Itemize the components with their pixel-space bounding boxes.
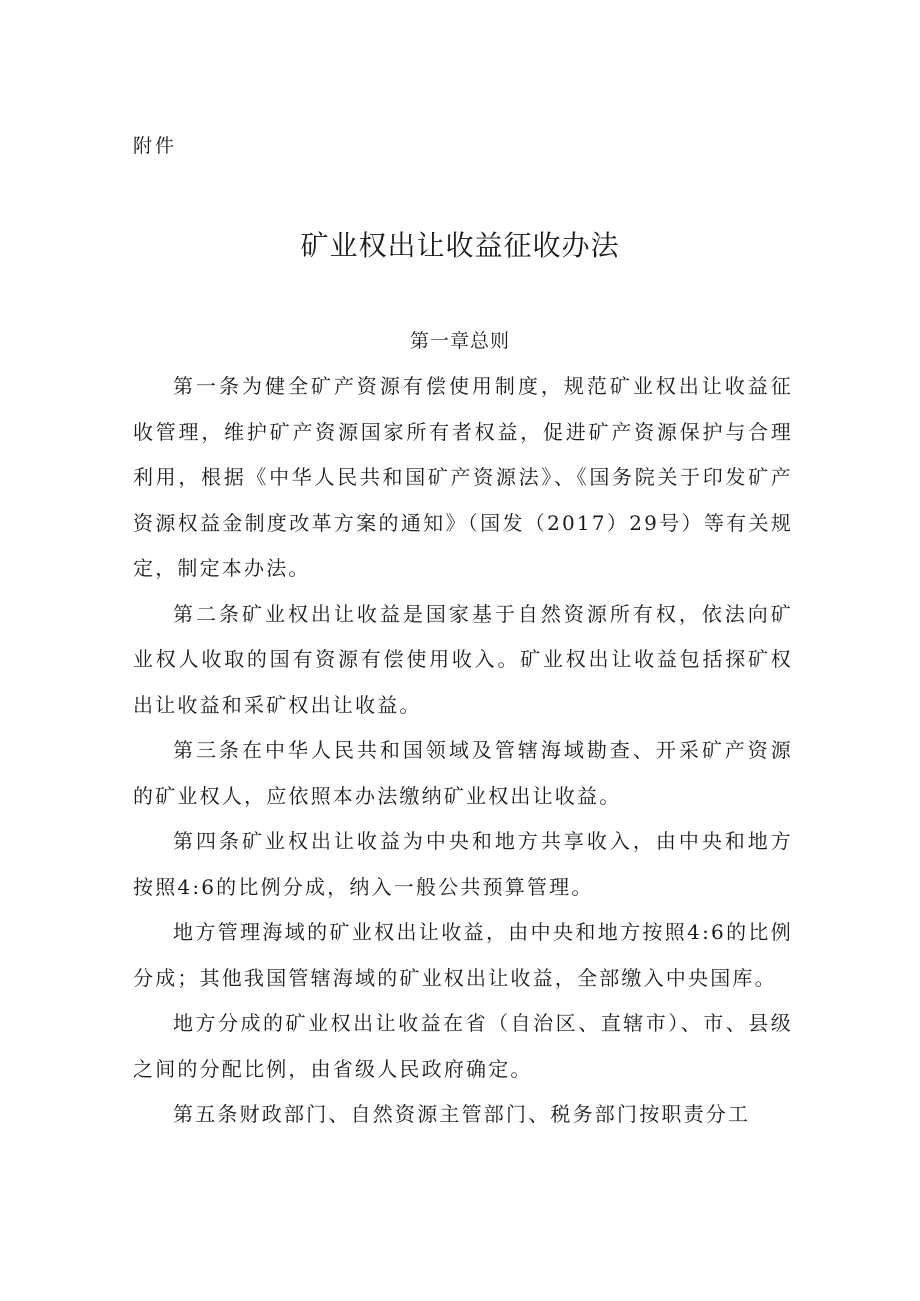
paragraph-sea-area-revenue: 地方管理海域的矿业权出让收益，由中央和地方按照4:6的比例分成；其他我国管辖海域的矿业权出让收益，全部缴入中央国库。	[133, 920, 793, 990]
document-title: 矿业权出让收益征收办法	[300, 229, 620, 262]
paragraph-article-3: 第三条在中华人民共和国领域及管辖海域勘查、开采矿产资源的矿业权人，应依照本办法缴纳矿业权出让收益。	[133, 738, 793, 808]
paragraph-article-5: 第五条财政部门、自然资源主管部门、税务部门按职责分工	[173, 1102, 751, 1126]
paragraph-article-2: 第二条矿业权出让收益是国家基于自然资源所有权，依法向矿业权人收取的国有资源有偿使用收入。矿业权出让收益包括探矿权出让收益和采矿权出让收益。	[133, 601, 793, 717]
document-body	[133, 364, 793, 1138]
paragraph-article-1: 第一条为健全矿产资源有偿使用制度，规范矿业权出让收益征收管理，维护矿产资源国家所有者权益，促进矿产资源保护与合理利用，根据《中华人民共和国矿产资源法》、《国务院关于印发矿产资源权益金制度改革方案的通知》（国发（2017）29号）等有关规定，制定本办法。	[133, 374, 793, 580]
paragraph-article-4: 第四条矿业权出让收益为中央和地方共享收入，由中央和地方按照4:6的比例分成，纳入一般公共预算管理。	[133, 829, 793, 899]
chapter-heading: 第一章总则	[409, 330, 510, 352]
attachment-label: 附件	[133, 135, 178, 157]
paragraph-local-share: 地方分成的矿业权出让收益在省（自治区、直辖市）、市、县级之间的分配比例，由省级人民政府确定。	[133, 1011, 793, 1081]
